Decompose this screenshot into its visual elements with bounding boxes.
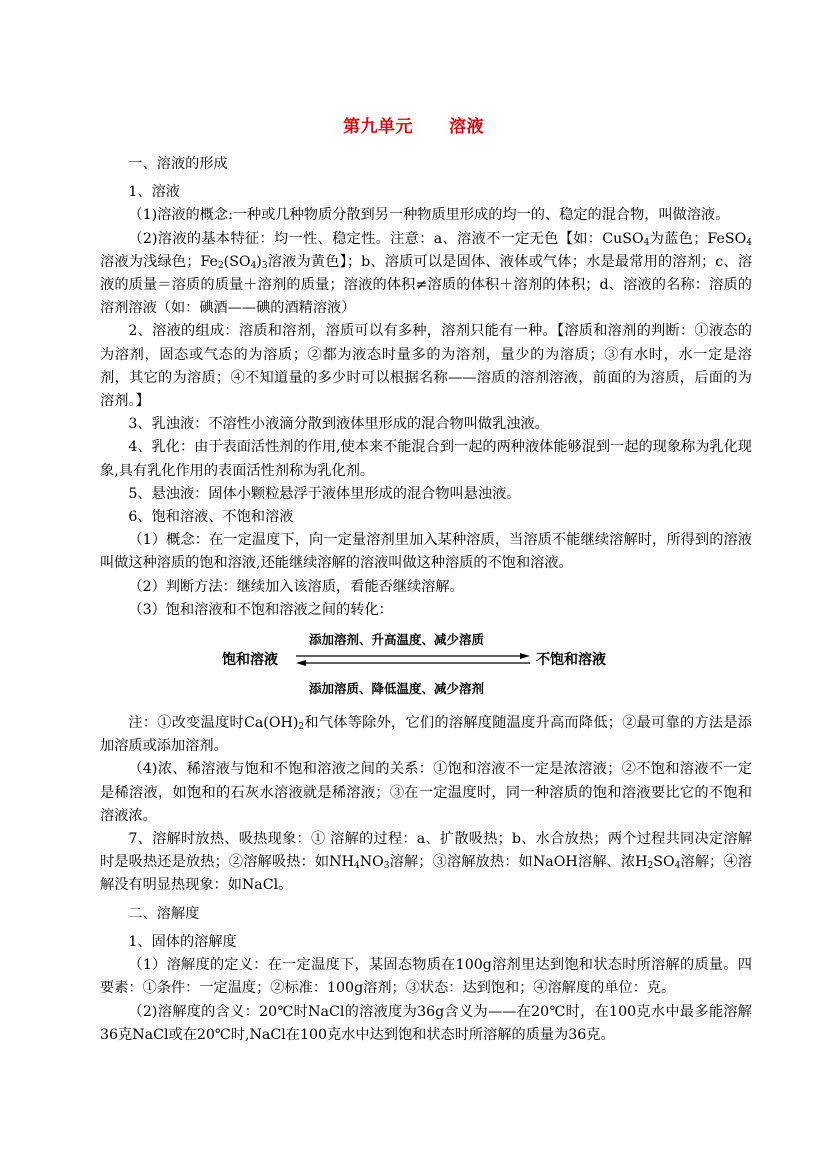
- document-body: [100, 148, 752, 1047]
- subheading-saturated: 6、饱和溶液、不饱和溶液: [128, 509, 294, 526]
- unit-topic: 溶液: [449, 117, 484, 137]
- arrow-top-label: 添加溶剂、升高温度、减少溶质: [309, 632, 485, 648]
- unsaturated-solution-label: 不饱和溶液: [536, 652, 606, 669]
- section-heading-1: 一、溶液的形成: [128, 156, 228, 172]
- para-judgement-method: （2）判断方法：继续加入该溶质，看能否继续溶解。: [128, 578, 464, 595]
- equilibrium-arrows-icon: [296, 651, 530, 669]
- para-heat-effects: 7、溶解时放热、吸热现象：① 溶解的过程：a、扩散吸热；b、水合放热；两个过程共同决定溶解时是吸热还是放热；②溶解吸热：如$NH_4NO_3$溶解；③溶解放热：如NaOH溶解、浓$H_2SO_4$溶解；④溶解没有明显热现象：如NaCl。: [100, 831, 752, 894]
- para-emulsification: 4、乳化：由于表面活性剂的作用,使本来不能混合到一起的两种液体能够混到一起的现象称为乳化现象,具有乳化作用的表面活性剂称为乳化剂。: [100, 439, 752, 479]
- para-solubility-meaning: （2)溶解度的含义：20℃时NaCl的溶液度为36g含义为——在20℃时，在100克水中最多能溶解36克NaCl或在20℃时,NaCl在100克水中达到饱和状态时所溶解的质量为36克。: [100, 1003, 752, 1043]
- para-saturated-concept: （1）概念：在一定温度下，向一定量溶剂里加入某种溶质，当溶质不能继续溶解时，所得到的溶液叫做这种溶质的饱和溶液,还能继续溶解的溶液叫做这种溶质的不饱和溶液。: [100, 532, 752, 572]
- conversion-diagram: [100, 628, 752, 698]
- saturated-solution-label: 饱和溶液: [222, 652, 278, 669]
- arrow-bottom-label: 添加溶质、降低温度、减少溶剂: [309, 681, 485, 697]
- para-solubility-definition: （1）溶解度的定义：在一定温度下，某固态物质在100g溶剂里达到饱和状态时所溶解的质量。四要素：①条件：一定温度；②标准：100g溶剂；③状态：达到饱和；④溶解度的单位：克。: [100, 957, 752, 997]
- section-heading-2: 二、溶解度: [128, 905, 200, 922]
- para-note: 注：①改变温度时$Ca(OH)_2$和气体等除外，它们的溶解度随温度升高而降低；②最可靠的方法是添加溶质或添加溶剂。: [100, 715, 752, 755]
- para-solution-features: （2)溶液的基本特征：均一性、稳定性。注意：a、溶液不一定无色【如：CuSO$_4$为蓝色；FeSO$_4$溶液为浅绿色；$Fe_2(SO_4)_3$溶液为黄色】；b、溶质可以是固体、液体或气体；水是最常用的溶剂；c、溶液的质量＝溶质的质量＋溶剂的质量；溶液的体积≠溶质的体积＋溶剂的体积；d、溶液的名称：溶质的溶剂溶液（如：碘酒——碘的酒精溶液）: [100, 230, 753, 317]
- para-concentration-relation: （4)浓、稀溶液与饱和不饱和溶液之间的关系：①饱和溶液不一定是浓溶液；②不饱和溶液不一定是稀溶液，如饱和的石灰水溶液就是稀溶液；③在一定温度时，同一种溶质的饱和溶液要比它的不饱和溶液浓。: [100, 761, 752, 824]
- para-suspension: 5、悬浊液：固体小颗粒悬浮于液体里形成的混合物叫悬浊液。: [128, 485, 521, 502]
- para-solution-concept: （1)溶液的概念:一种或几种物质分散到另一种物质里形成的均一的、稳定的混合物，叫做溶液。: [128, 207, 730, 224]
- subheading-solution: 1、溶液: [128, 184, 180, 201]
- para-emulsion: 3、乳浊液：不溶性小液滴分散到液体里形成的混合物叫做乳浊液。: [128, 416, 549, 433]
- page-title: [0, 112, 827, 137]
- para-conversion: （3）饱和溶液和不饱和溶液之间的转化：: [128, 601, 393, 618]
- subheading-solid-solubility: 1、固体的溶解度: [128, 933, 237, 950]
- para-solution-composition: 2、溶液的组成：溶质和溶剂，溶质可以有多种，溶剂只能有一种。【溶质和溶剂的判断：①液态的为溶剂，固态或气态的为溶质；②都为液态时量多的为溶剂，量少的为溶质；③有水时，水一定是溶剂，其它的为溶质；④不知道量的多少时可以根据名称——溶质的溶剂溶液，前面的为溶质，后面的为溶剂。】: [100, 323, 752, 410]
- unit-number: 第九单元: [343, 117, 413, 137]
